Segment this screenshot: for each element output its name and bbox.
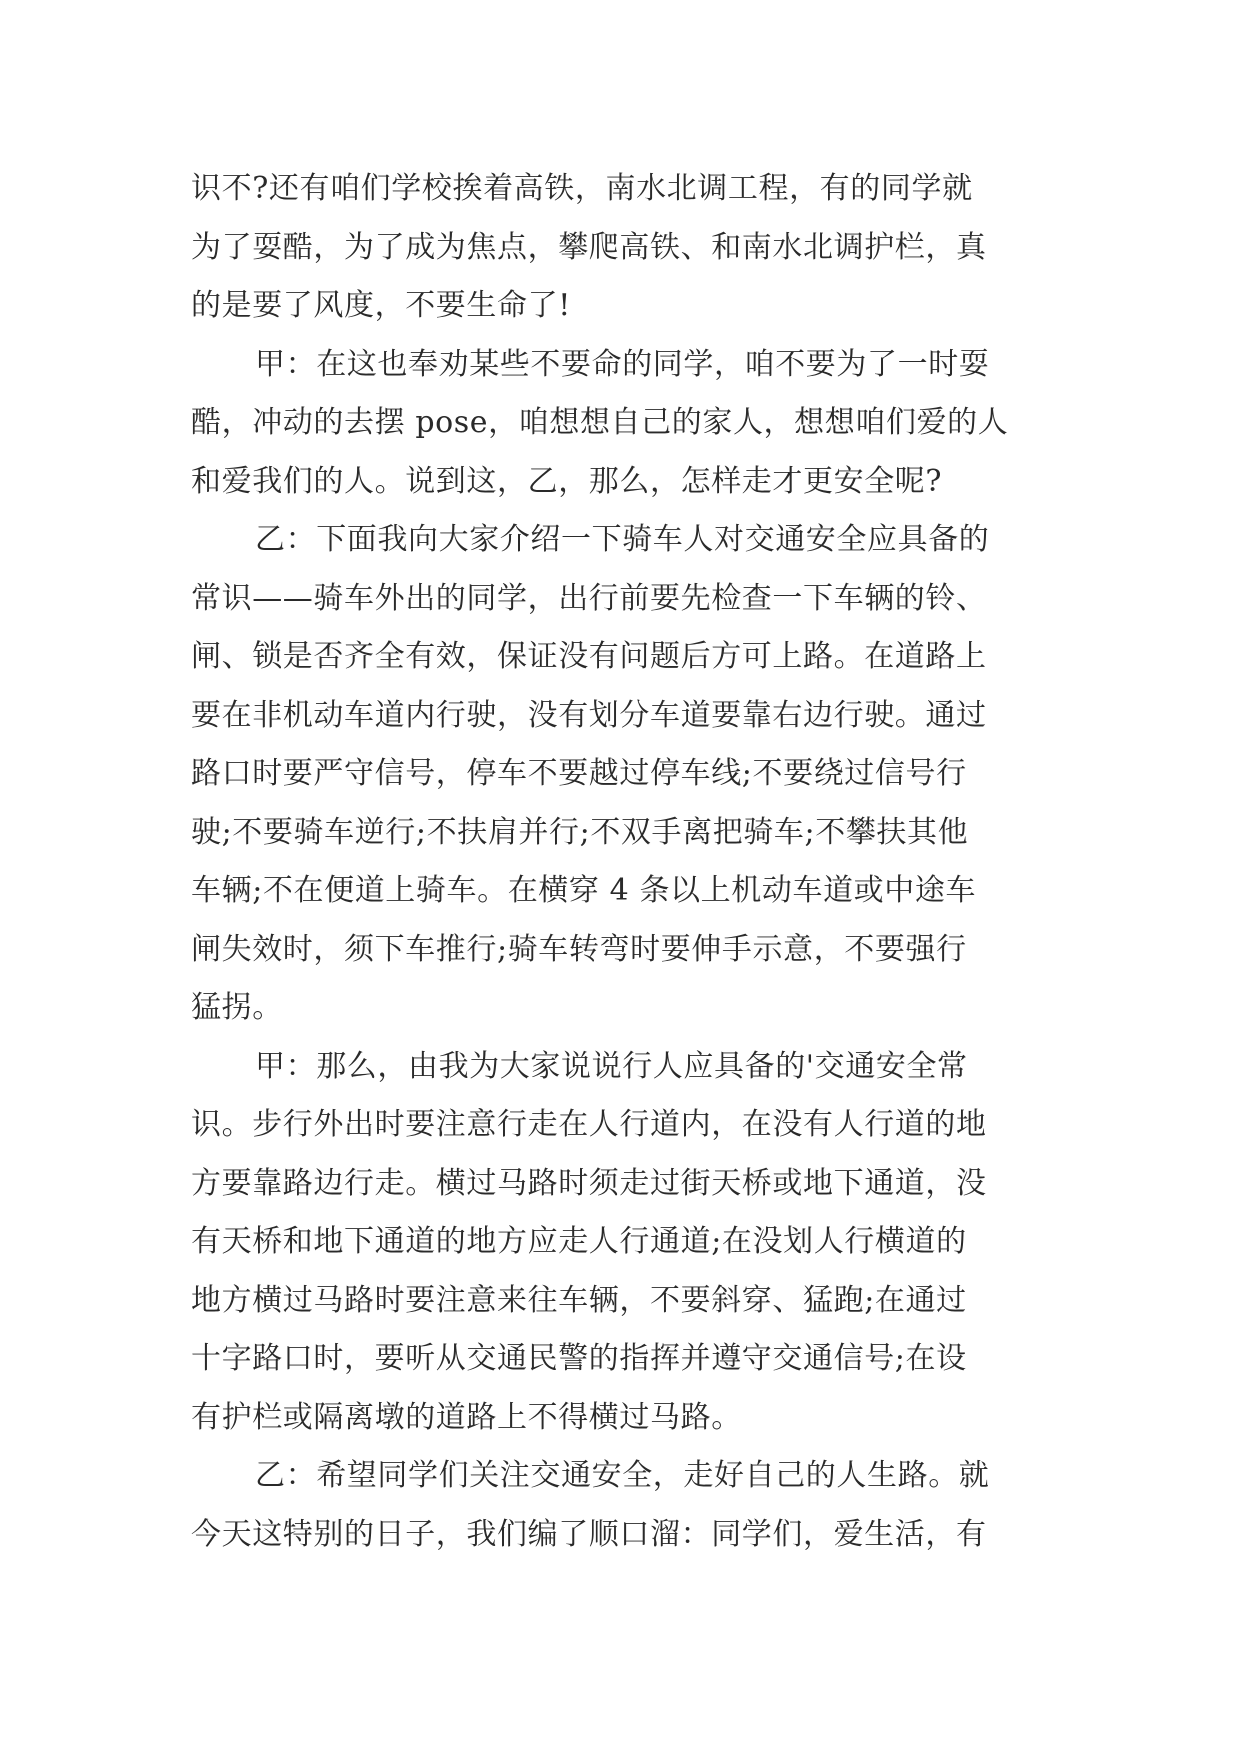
text-line: 要在非机动车道内行驶，没有划分车道要靠右边行驶。通过 [191,697,987,733]
text-line: 有护栏或隔离墩的道路上不得横过马路。 [191,1399,742,1435]
text-line: 识不?还有咱们学校挨着高铁，南水北调工程，有的同学就 [191,171,973,206]
paragraph-start-line: 甲：那么，由我为大家说说行人应具备的'交通安全常 [255,1048,968,1084]
paragraph-start-line: 乙：下面我向大家介绍一下骑车人对交通安全应具备的 [255,522,990,557]
text-line: 十字路口时，要听从交通民警的指挥并遵守交通信号;在设 [191,1341,967,1376]
text-line: 方要靠路边行走。横过马路时须走过街天桥或地下通道，没 [191,1165,987,1201]
paragraph-start-line: 乙：希望同学们关注交通安全，走好自己的人生路。就 [255,1458,990,1493]
text-line: 路口时要严守信号，停车不要越过停车线;不要绕过信号行 [191,756,967,791]
paragraph-start-line: 甲：在这也奉劝某些不要命的同学，咱不要为了一时耍 [255,346,990,382]
text-line: 今天这特别的日子，我们编了顺口溜：同学们，爱生活，有 [191,1516,987,1552]
text-line: 的是要了风度，不要生命了! [191,288,571,323]
text-line: 猛拐。 [191,990,283,1025]
text-line: 车辆;不在便道上骑车。在横穿 4 条以上机动车道或中途车 [191,873,977,908]
text-line: 闸、锁是否齐全有效，保证没有问题后方可上路。在道路上 [191,639,987,674]
text-line: 常识——骑车外出的同学，出行前要先检查一下车辆的铃、 [191,580,987,616]
body-text [191,160,1049,1564]
text-line: 驶;不要骑车逆行;不扶肩并行;不双手离把骑车;不攀扶其他 [191,814,969,850]
text-line: 闸失效时，须下车推行;骑车转弯时要伸手示意，不要强行 [191,931,967,967]
text-line: 为了耍酷，为了成为焦点，攀爬高铁、和南水北调护栏，真 [191,229,987,265]
text-line: 有天桥和地下通道的地方应走人行通道;在没划人行横道的 [191,1224,967,1259]
text-line: 和爱我们的人。说到这，乙，那么，怎样走才更安全呢? [191,463,943,499]
text-line: 地方横过马路时要注意来往车辆，不要斜穿、猛跑;在通过 [191,1282,967,1318]
text-line: 酷，冲动的去摆 pose，咱想想自己的家人，想想咱们爱的人 [191,405,1009,440]
text-line: 识。步行外出时要注意行走在人行道内，在没有人行道的地 [191,1107,987,1142]
